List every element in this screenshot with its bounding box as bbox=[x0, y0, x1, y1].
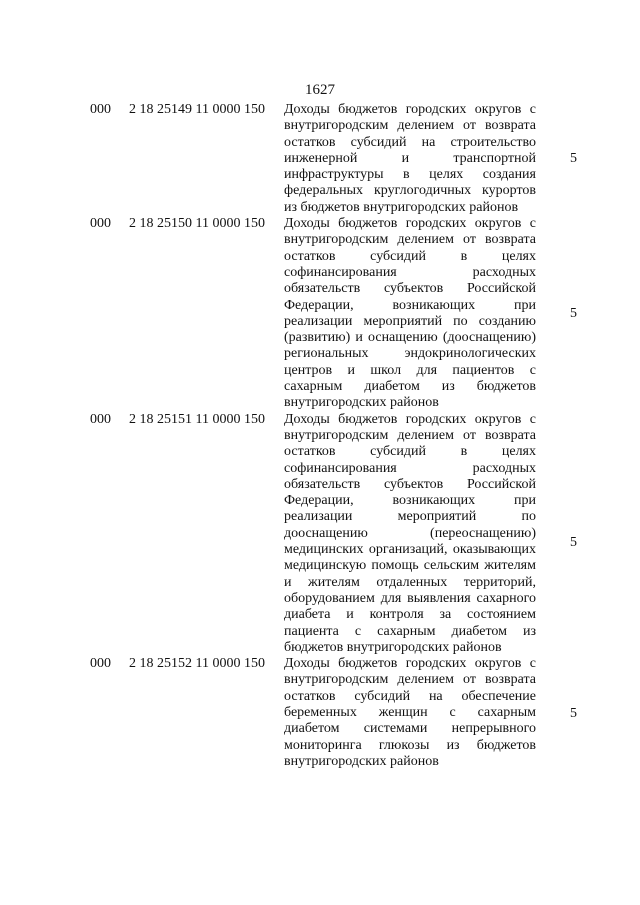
table-row bbox=[0, 656, 640, 770]
budget-classification-code: 2 18 25150 11 0000 150 bbox=[129, 216, 265, 232]
value-cell: 5 bbox=[570, 706, 577, 722]
revenue-description: Доходы бюджетов городских округов с внутригородским делением от возврата остатков субсидий на обеспечение беременных женщин с сахарным диабетом системами непрерывного мониторинга глюкозы из бюджетов внутригородских районов bbox=[284, 656, 536, 769]
table-row bbox=[0, 412, 640, 656]
value-cell: 5 bbox=[570, 306, 577, 322]
budget-code-table bbox=[0, 102, 640, 770]
table-row bbox=[0, 102, 640, 216]
admin-code: 000 bbox=[90, 102, 111, 117]
revenue-description: Доходы бюджетов городских округов с внутригородским делением от возврата остатков субсидий в целях софинансирования расходных обязательств субъектов Российской Федерации, возникающих при реализации мероприятий по дооснащению (переоснащению) медицинских организаций, оказывающих медицинскую помощь сельским жителям и жителям отдаленных территорий, оборудованием для выявления сахарного диабета и контроля за состоянием пациента с сахарным диабетом из бюджетов внутригородских районов bbox=[284, 411, 536, 655]
budget-classification-code: 2 18 25152 11 0000 150 bbox=[129, 656, 265, 672]
admin-code: 000 bbox=[90, 656, 111, 672]
budget-classification-code: 2 18 25151 11 0000 150 bbox=[129, 411, 265, 427]
revenue-description: Доходы бюджетов городских округов с внутригородским делением от возврата остатков субсидий в целях софинансирования расходных обязательств субъектов Российской Федерации, возникающих при реализации мероприятий по созданию (развитию) и оснащению (дооснащению) региональных эндокринологических центров и школ для пациентов с сахарным диабетом из бюджетов внутригородских районов bbox=[284, 216, 536, 411]
revenue-description: Доходы бюджетов городских округов с внутригородским делением от возврата остатков субсидий на строительство инженерной и транспортной инфраструктуры в целях создания федеральных круглогодичных курортов из бюджетов внутригородских районов bbox=[284, 102, 536, 215]
value-cell: 5 bbox=[570, 151, 577, 166]
budget-classification-code: 2 18 25149 11 0000 150 bbox=[129, 102, 265, 117]
admin-code: 000 bbox=[90, 216, 111, 232]
page-number: 1627 bbox=[305, 82, 335, 98]
value-cell: 5 bbox=[570, 534, 577, 550]
table-row bbox=[0, 216, 640, 412]
admin-code: 000 bbox=[90, 411, 111, 427]
